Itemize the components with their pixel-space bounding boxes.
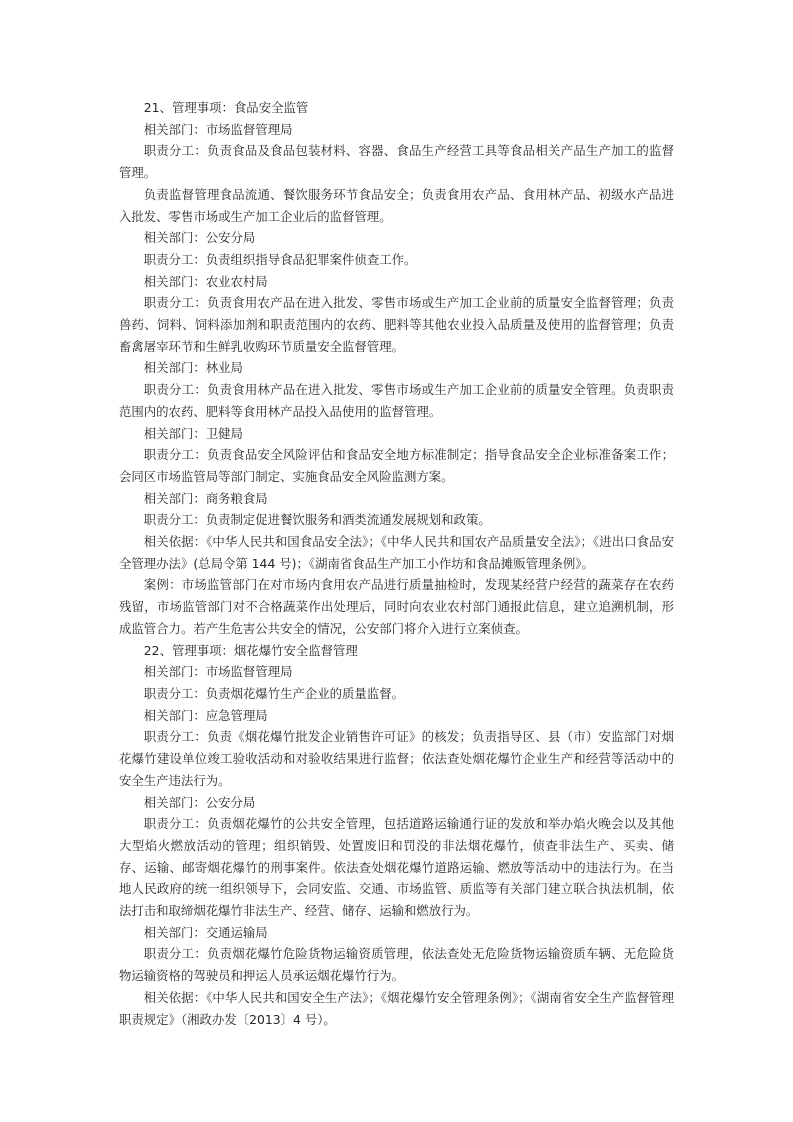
paragraph-duty: 职责分工：负责烟花爆竹危险货物运输资质管理，依法查处无危险货物运输资质车辆、无危险货物运输资格的驾驶员和押运人员承运烟花爆竹行为。 <box>119 946 674 984</box>
paragraph-duty: 职责分工：负责食用林产品在进入批发、零售市场或生产加工企业前的质量安全管理。负责职责范围内的农药、肥料等食用林产品投入品使用的监督管理。 <box>119 382 674 419</box>
paragraph-department: 相关部门：商务粮食局 <box>143 490 268 506</box>
document-body <box>119 97 674 1030</box>
paragraph-department: 相关部门：卫健局 <box>143 425 243 441</box>
paragraph-duty: 职责分工：负责烟花爆竹生产企业的质量监督。 <box>143 685 404 701</box>
paragraph-duty: 职责分工：负责烟花爆竹的公共安全管理，包括道路运输通行证的发放和举办焰火晚会以及其他大型焰火燃放活动的管理；组织销毁、处置废旧和罚没的非法烟花爆竹，侦查非法生产、买卖、储存、运输、邮寄烟花爆竹的刑事案件。依法查处烟花爆竹道路运输、燃放等活动中的违法行为。在当地人民政府的统一组织领导下，会同安监、交通、市场监管、质监等有关部门建立联合执法机制，依法打击和取缔烟花爆竹非法生产、经营、储存、运输和燃放行为。 <box>119 816 674 919</box>
paragraph-duty: 职责分工：负责制定促进餐饮服务和酒类流通发展规划和政策。 <box>143 512 491 528</box>
paragraph-department: 相关部门：农业农村局 <box>143 273 268 289</box>
paragraph-duty: 职责分工：负责食用农产品在进入批发、零售市场或生产加工企业前的质量安全监督管理；负责兽药、饲料、饲料添加剂和职责范围内的农药、肥料等其他农业投入品质量及使用的监督管理；负责畜禽屠宰环节和生鲜乳收购环节质量安全监督管理。 <box>119 295 674 354</box>
paragraph-duty: 职责分工：负责《烟花爆竹批发企业销售许可证》的核发；负责指导区、县（市）安监部门对烟花爆竹建设单位竣工验收活动和对验收结果进行监督；依法查处烟花爆竹企业生产和经营等活动中的安全生产违法行为。 <box>119 729 674 788</box>
paragraph-legal-basis: 相关依据：《中华人民共和国食品安全法》；《中华人民共和国农产品质量安全法》；《进出口食品安全管理办法》(总局令第 144 号)；《湖南省食品生产加工小作坊和食品摊贩管理条例》。 <box>119 534 674 571</box>
section-heading-21: 21、管理事项：食品安全监管 <box>143 100 309 115</box>
paragraph-duty: 职责分工：负责食品安全风险评估和食品安全地方标准制定；指导食品安全企业标准备案工作；会同区市场监管局等部门制定、实施食品安全风险监测方案。 <box>119 447 674 484</box>
paragraph-department: 相关部门：应急管理局 <box>143 707 268 723</box>
paragraph-department: 相关部门：市场监督管理局 <box>143 664 293 680</box>
section-heading-22: 22、管理事项：烟花爆竹安全监督管理 <box>143 642 358 658</box>
paragraph-duty: 负责监督管理食品流通、餐饮服务环节食品安全；负责食用农产品、食用林产品、初级水产品进入批发、零售市场或生产加工企业后的监督管理。 <box>119 186 674 224</box>
paragraph-department: 相关部门：林业局 <box>143 360 243 376</box>
paragraph-department: 相关部门：公安分局 <box>143 794 256 810</box>
paragraph-department: 相关部门：市场监督管理局 <box>143 121 293 137</box>
paragraph-duty: 职责分工：负责食品及食品包装材料、容器、食品生产经营工具等食品相关产品生产加工的监督管理。 <box>119 143 674 181</box>
paragraph-department: 相关部门：公安分局 <box>143 230 256 246</box>
paragraph-legal-basis: 相关依据：《中华人民共和国安全生产法》；《烟花爆竹安全管理条例》；《湖南省安全生产监督管理职责规定》（湘政办发〔2013〕4 号）。 <box>119 989 674 1027</box>
paragraph-case: 案例：市场监管部门在对市场内食用农产品进行质量抽检时，发现某经营户经营的蔬菜存在农药残留，市场监管部门对不合格蔬菜作出处理后，同时向农业农村部门通报此信息，建立追溯机制，形成监管合力。若产生危害公共安全的情况，公安部门将介入进行立案侦查。 <box>119 577 674 636</box>
paragraph-department: 相关部门：交通运输局 <box>143 924 268 940</box>
paragraph-duty: 职责分工：负责组织指导食品犯罪案件侦查工作。 <box>143 251 417 267</box>
